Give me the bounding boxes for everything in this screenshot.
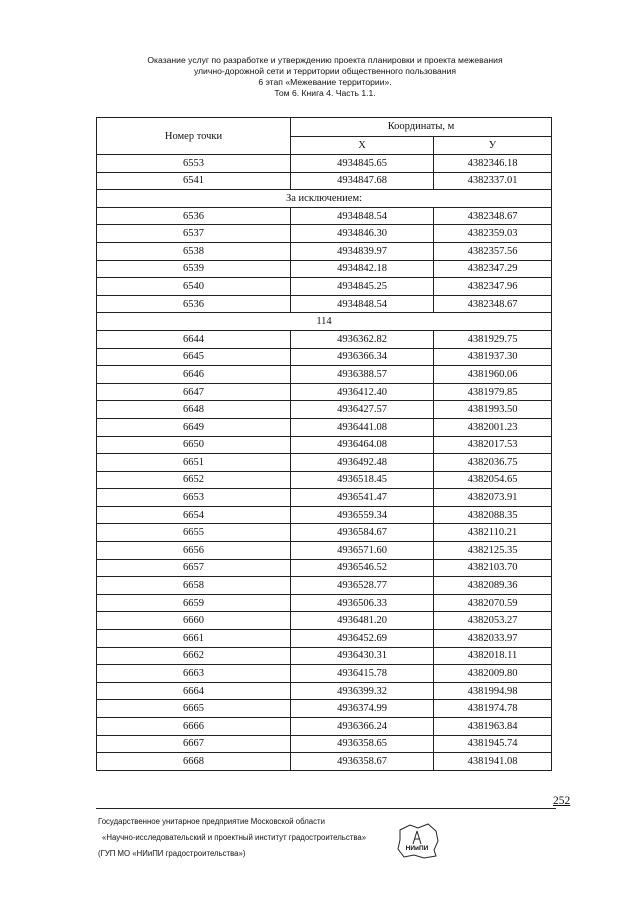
y-coordinate-cell: 4382347.29 xyxy=(434,260,552,278)
table-row xyxy=(97,682,552,700)
x-coordinate-cell: 4936358.67 xyxy=(291,753,434,771)
table-row xyxy=(97,718,552,736)
point-number-cell: 6647 xyxy=(97,383,291,401)
point-number-cell: 6538 xyxy=(97,242,291,260)
point-number-cell: 6648 xyxy=(97,401,291,419)
table-row xyxy=(97,612,552,630)
point-number-cell: 6537 xyxy=(97,225,291,243)
point-number-cell: 6540 xyxy=(97,278,291,296)
point-number-cell: 6668 xyxy=(97,753,291,771)
y-coordinate-cell: 4381974.78 xyxy=(434,700,552,718)
y-coordinate-cell: 4382089.36 xyxy=(434,577,552,595)
y-coordinate-cell: 4382054.65 xyxy=(434,471,552,489)
point-number-cell: 6536 xyxy=(97,207,291,225)
table-row xyxy=(97,524,552,542)
logo-text: НИиПИ xyxy=(405,845,429,852)
footer-line-3: (ГУП МО «НИиПИ градостроительства») xyxy=(98,849,246,858)
y-coordinate-cell: 4382346.18 xyxy=(434,155,552,173)
y-coordinate-cell: 4382337.01 xyxy=(434,172,552,190)
table-row xyxy=(97,542,552,560)
point-number-cell: 6655 xyxy=(97,524,291,542)
y-coordinate-cell: 4382347.96 xyxy=(434,278,552,296)
y-coordinate-cell: 4382088.35 xyxy=(434,506,552,524)
table-row xyxy=(97,418,552,436)
table-row xyxy=(97,366,552,384)
point-number-cell: 6663 xyxy=(97,665,291,683)
x-coordinate-cell: 4936366.34 xyxy=(291,348,434,366)
x-coordinate-cell: 4934846.30 xyxy=(291,225,434,243)
table-row xyxy=(97,647,552,665)
y-coordinate-cell: 4381941.08 xyxy=(434,753,552,771)
y-coordinate-cell: 4382110.21 xyxy=(434,524,552,542)
header-line-1: Оказание услуг по разработке и утверждению проекта планировки и проекта межевания xyxy=(147,55,503,65)
table-row xyxy=(97,436,552,454)
x-coordinate-cell: 4936541.47 xyxy=(291,489,434,507)
x-coordinate-cell: 4936518.45 xyxy=(291,471,434,489)
point-number-cell: 6541 xyxy=(97,172,291,190)
x-coordinate-cell: 4936388.57 xyxy=(291,366,434,384)
point-number-cell: 6645 xyxy=(97,348,291,366)
table-row xyxy=(97,559,552,577)
point-number-cell: 6658 xyxy=(97,577,291,595)
table-row xyxy=(97,225,552,243)
table-row xyxy=(97,753,552,771)
table-row xyxy=(97,471,552,489)
table-row xyxy=(97,295,552,313)
footer-line-2: «Научно-исследовательский и проектный институт градостроительства» xyxy=(102,833,367,842)
x-coordinate-cell: 4936366.24 xyxy=(291,718,434,736)
x-coordinate-cell: 4936441.08 xyxy=(291,418,434,436)
y-coordinate-cell: 4381945.74 xyxy=(434,735,552,753)
y-coordinate-cell: 4382073.91 xyxy=(434,489,552,507)
y-coordinate-cell: 4381994.98 xyxy=(434,682,552,700)
column-header-x: X xyxy=(291,136,434,155)
point-number-cell: 6652 xyxy=(97,471,291,489)
coordinates-table-body xyxy=(97,155,552,771)
y-coordinate-cell: 4382053.27 xyxy=(434,612,552,630)
point-number-cell: 6536 xyxy=(97,295,291,313)
y-coordinate-cell: 4381963.84 xyxy=(434,718,552,736)
x-coordinate-cell: 4934839.97 xyxy=(291,242,434,260)
y-coordinate-cell: 4382070.59 xyxy=(434,594,552,612)
x-coordinate-cell: 4936452.69 xyxy=(291,630,434,648)
point-number-cell: 6657 xyxy=(97,559,291,577)
point-number-cell: 6646 xyxy=(97,366,291,384)
header-line-3: 6 этап «Межевание территории». xyxy=(258,77,392,87)
y-coordinate-cell: 4382103.70 xyxy=(434,559,552,577)
y-coordinate-cell: 4382036.75 xyxy=(434,454,552,472)
table-row xyxy=(97,735,552,753)
y-coordinate-cell: 4381937.30 xyxy=(434,348,552,366)
column-header-point-number: Номер точки xyxy=(97,118,291,155)
point-number-cell: 6661 xyxy=(97,630,291,648)
point-number-cell: 6660 xyxy=(97,612,291,630)
table-row xyxy=(97,155,552,173)
x-coordinate-cell: 4934848.54 xyxy=(291,207,434,225)
table-row xyxy=(97,506,552,524)
table-row xyxy=(97,594,552,612)
column-header-y: У xyxy=(434,136,552,155)
x-coordinate-cell: 4934845.65 xyxy=(291,155,434,173)
y-coordinate-cell: 4382018.11 xyxy=(434,647,552,665)
table-section-row xyxy=(97,190,552,208)
x-coordinate-cell: 4936415.78 xyxy=(291,665,434,683)
x-coordinate-cell: 4936506.33 xyxy=(291,594,434,612)
header-line-2: улично-дорожной сети и территории общественного пользования xyxy=(193,66,457,76)
y-coordinate-cell: 4381993.50 xyxy=(434,401,552,419)
y-coordinate-cell: 4382017.53 xyxy=(434,436,552,454)
y-coordinate-cell: 4382348.67 xyxy=(434,207,552,225)
x-coordinate-cell: 4936399.32 xyxy=(291,682,434,700)
point-number-cell: 6666 xyxy=(97,718,291,736)
column-header-coordinates: Координаты, м xyxy=(291,118,552,137)
table-row xyxy=(97,383,552,401)
x-coordinate-cell: 4934842.18 xyxy=(291,260,434,278)
table-row xyxy=(97,577,552,595)
point-number-cell: 6650 xyxy=(97,436,291,454)
point-number-cell: 6539 xyxy=(97,260,291,278)
footer-divider xyxy=(96,808,556,809)
y-coordinate-cell: 4381929.75 xyxy=(434,330,552,348)
x-coordinate-cell: 4934845.25 xyxy=(291,278,434,296)
y-coordinate-cell: 4382001.23 xyxy=(434,418,552,436)
y-coordinate-cell: 4382357.56 xyxy=(434,242,552,260)
y-coordinate-cell: 4382125.35 xyxy=(434,542,552,560)
table-row xyxy=(97,665,552,683)
point-number-cell: 6664 xyxy=(97,682,291,700)
table-row xyxy=(97,278,552,296)
x-coordinate-cell: 4936559.34 xyxy=(291,506,434,524)
x-coordinate-cell: 4936358.65 xyxy=(291,735,434,753)
y-coordinate-cell: 4382348.67 xyxy=(434,295,552,313)
x-coordinate-cell: 4936492.48 xyxy=(291,454,434,472)
x-coordinate-cell: 4934847.68 xyxy=(291,172,434,190)
footer-line-1: Государственное унитарное предприятие Московской области xyxy=(98,817,325,826)
page-number: 252 xyxy=(553,795,571,807)
point-number-cell: 6644 xyxy=(97,330,291,348)
y-coordinate-cell: 4382033.97 xyxy=(434,630,552,648)
x-coordinate-cell: 4936584.67 xyxy=(291,524,434,542)
table-row xyxy=(97,348,552,366)
section-label: За исключением: xyxy=(97,190,552,208)
x-coordinate-cell: 4936481.20 xyxy=(291,612,434,630)
x-coordinate-cell: 4936412.40 xyxy=(291,383,434,401)
point-number-cell: 6654 xyxy=(97,506,291,524)
point-number-cell: 6651 xyxy=(97,454,291,472)
section-label: 114 xyxy=(97,313,552,331)
x-coordinate-cell: 4936571.60 xyxy=(291,542,434,560)
table-row xyxy=(97,207,552,225)
table-row xyxy=(97,454,552,472)
y-coordinate-cell: 4382359.03 xyxy=(434,225,552,243)
y-coordinate-cell: 4381960.06 xyxy=(434,366,552,384)
point-number-cell: 6656 xyxy=(97,542,291,560)
point-number-cell: 6659 xyxy=(97,594,291,612)
x-coordinate-cell: 4936427.57 xyxy=(291,401,434,419)
table-row xyxy=(97,172,552,190)
y-coordinate-cell: 4382009.80 xyxy=(434,665,552,683)
table-row xyxy=(97,700,552,718)
table-row xyxy=(97,260,552,278)
x-coordinate-cell: 4936430.31 xyxy=(291,647,434,665)
x-coordinate-cell: 4936362.82 xyxy=(291,330,434,348)
institute-logo-icon xyxy=(394,822,440,860)
coordinates-table xyxy=(96,117,552,771)
x-coordinate-cell: 4936546.52 xyxy=(291,559,434,577)
x-coordinate-cell: 4936528.77 xyxy=(291,577,434,595)
header-line-4: Том 6. Книга 4. Часть 1.1. xyxy=(274,88,376,98)
point-number-cell: 6662 xyxy=(97,647,291,665)
point-number-cell: 6667 xyxy=(97,735,291,753)
table-row xyxy=(97,242,552,260)
point-number-cell: 6653 xyxy=(97,489,291,507)
document-footer xyxy=(98,814,398,862)
x-coordinate-cell: 4936464.08 xyxy=(291,436,434,454)
table-row xyxy=(97,401,552,419)
table-row xyxy=(97,630,552,648)
table-row xyxy=(97,330,552,348)
table-section-row xyxy=(97,313,552,331)
point-number-cell: 6665 xyxy=(97,700,291,718)
x-coordinate-cell: 4934848.54 xyxy=(291,295,434,313)
document-header xyxy=(90,55,560,99)
table-row xyxy=(97,489,552,507)
point-number-cell: 6649 xyxy=(97,418,291,436)
y-coordinate-cell: 4381979.85 xyxy=(434,383,552,401)
x-coordinate-cell: 4936374.99 xyxy=(291,700,434,718)
point-number-cell: 6553 xyxy=(97,155,291,173)
